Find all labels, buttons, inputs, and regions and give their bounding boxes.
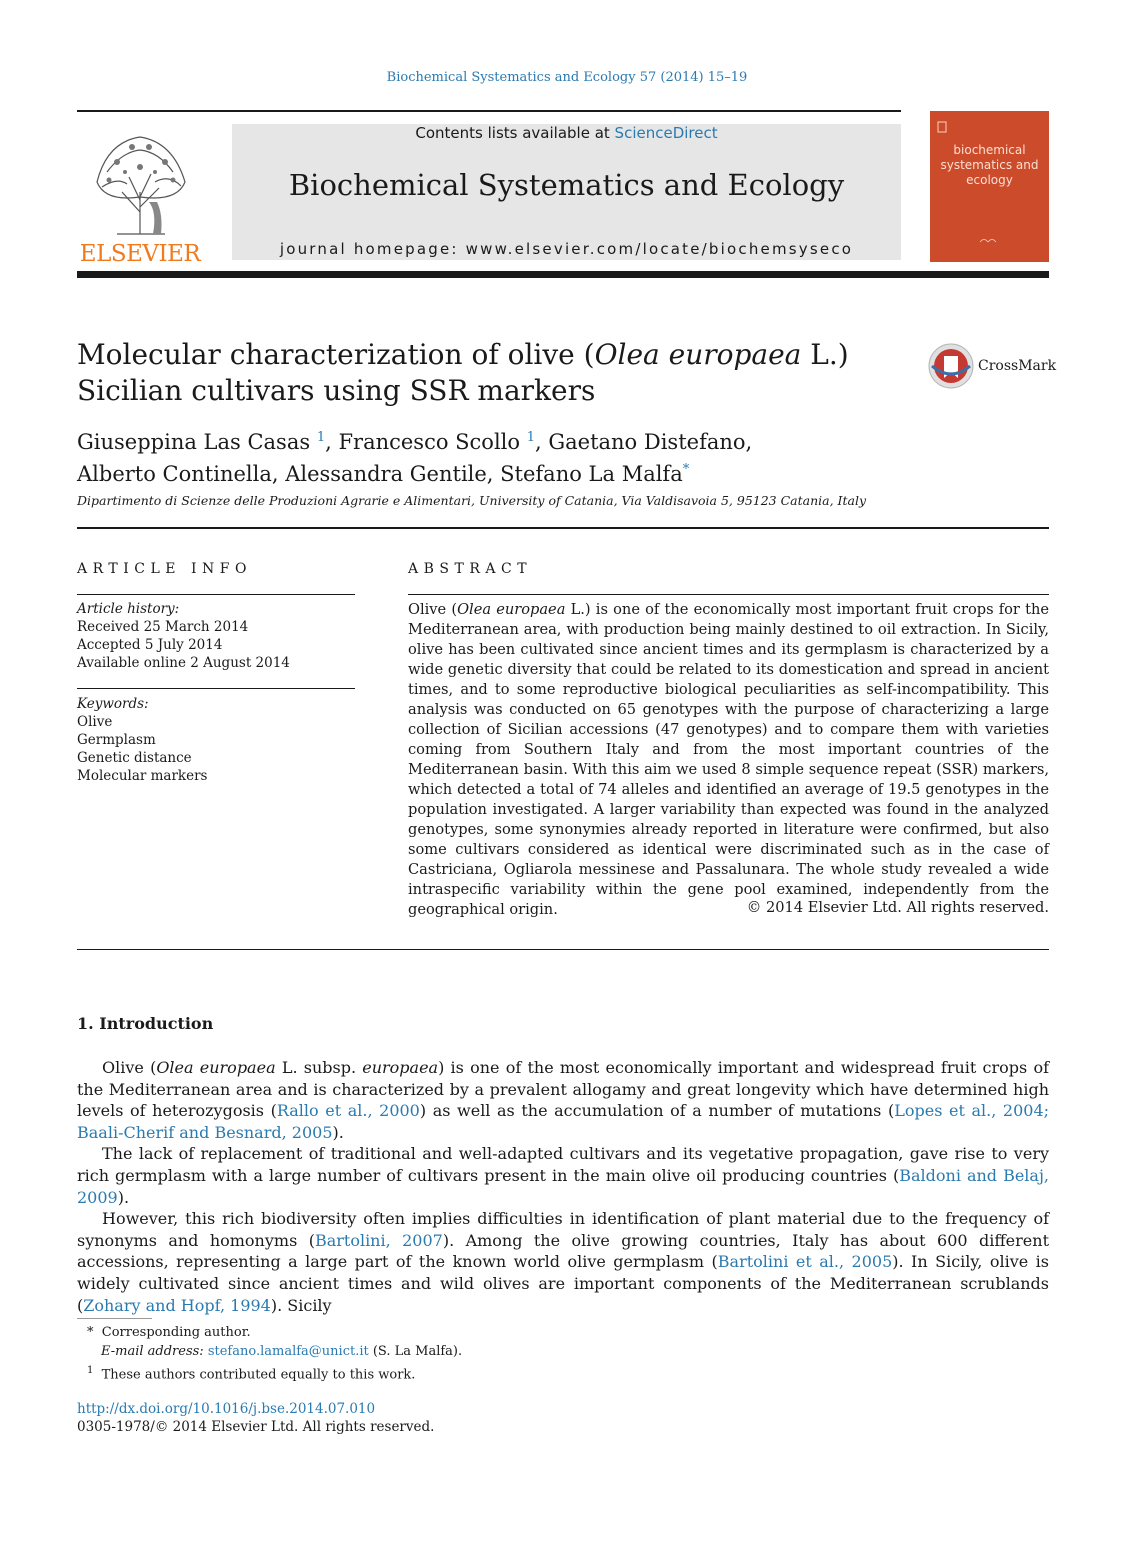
footnote-text: Corresponding author. [101, 1325, 251, 1340]
text: Olive ( [102, 1058, 157, 1077]
cover-elsevier-mark-icon [937, 118, 947, 130]
authors-line-2 [77, 456, 777, 488]
author-separator: , [325, 430, 339, 454]
crossmark-label[interactable]: CrossMark [978, 358, 1057, 374]
title-species: Olea europaea [594, 338, 802, 371]
sciencedirect-link[interactable]: ScienceDirect [614, 124, 718, 142]
abstract-lead: Olive ( [408, 601, 458, 618]
footnote-mark: * [87, 1325, 94, 1340]
article-history [77, 600, 355, 672]
email-link[interactable]: stefano.lamalfa@unict.it [207, 1344, 369, 1359]
abstract-species: Olea europaea [457, 601, 566, 618]
keyword: Genetic distance [77, 750, 192, 766]
footnote-mark: 1 [87, 1365, 94, 1376]
email-owner: (S. La Malfa). [368, 1344, 463, 1359]
accepted-date: Accepted 5 July 2014 [77, 637, 223, 653]
keyword: Molecular markers [77, 768, 208, 784]
affiliation: Dipartimento di Scienze delle Produzioni Agrarie e Alimentari, University of Catania, Via Valdisavoia 5, 95123 Catania, Italy [77, 493, 867, 508]
elsevier-wordmark: ELSEVIER [79, 241, 201, 267]
introduction-body [77, 1057, 1049, 1316]
corresponding-mark[interactable]: * [682, 462, 690, 477]
author-name[interactable]: Gaetano Distefano, [548, 430, 753, 454]
text: ). Among the olive growing countries, Italy has about 600 different accessions, representing a large part of the known world olive germplasm ( [77, 1230, 1050, 1272]
author-footnote-mark[interactable]: 1 [526, 430, 535, 445]
author-separator: , [534, 430, 549, 454]
author-name[interactable]: Giuseppina Las Casas [77, 430, 317, 454]
author-name[interactable]: Francesco Scollo [338, 430, 527, 454]
text: Olea europaea [156, 1058, 276, 1077]
authors-line-1 [77, 424, 777, 456]
keywords [77, 695, 355, 785]
footnote-corresponding [87, 1323, 787, 1342]
text: ). [332, 1122, 344, 1142]
cover-title: biochemical systematics and ecology [940, 143, 1039, 187]
text: ) is one of the most economically important and widespread fruit crops of the Mediterranean area and is characterized by a prevalent allogamy and great longevity which have determined high levels of heterozygosis ( [77, 1058, 1050, 1121]
header-thick-rule [77, 271, 1049, 278]
title-part-1: Molecular characterization of olive ( [77, 338, 595, 371]
footnote-equal [87, 1361, 787, 1384]
keyword: Germplasm [77, 732, 156, 748]
received-date: Received 25 March 2014 [77, 619, 249, 635]
citation-link[interactable]: Bartolini et al., 2005 [717, 1252, 893, 1272]
text: ) as well as the accumulation of a number of mutations ( [419, 1101, 895, 1121]
cover-sciencedirect-icon [930, 236, 1049, 246]
doi-link[interactable]: http://dx.doi.org/10.1016/j.bse.2014.07.010 [77, 1401, 376, 1417]
text: ). In Sicily, olive is widely cultivated since ancient times and wild olives are important components of the Mediterranean scrublands ( [77, 1252, 1049, 1315]
text: ). Sicily [270, 1295, 332, 1315]
abstract-heading: ABSTRACT [408, 561, 533, 577]
citation-link[interactable]: Zohary and Hopf, 1994 [83, 1295, 271, 1315]
citation-link[interactable]: Lopes et al., 2004; Baali-Cherif and Besnard, 2005 [77, 1101, 1050, 1142]
title-part-2: L.) Sicilian cultivars using SSR markers [77, 338, 849, 407]
affiliation-rule [77, 527, 1049, 529]
history-label: Article history: [77, 601, 180, 617]
contents-line [232, 124, 901, 142]
footnotes [87, 1323, 787, 1384]
footnote-email [87, 1342, 787, 1361]
keyword: Olive [77, 714, 113, 730]
article-info-heading: ARTICLE INFO [77, 561, 252, 577]
info-rule-1 [77, 594, 355, 595]
text: europaea [362, 1058, 439, 1077]
email-label: E-mail address: [101, 1344, 204, 1359]
intro-paragraph-3 [77, 1208, 1049, 1316]
citation-link[interactable]: Rallo et al., 2000 [276, 1101, 420, 1121]
contents-prefix: Contents lists available at [415, 124, 615, 142]
online-date: Available online 2 August 2014 [77, 655, 290, 671]
author-names[interactable]: Alberto Continella, Alessandra Gentile, Stefano La Malfa [77, 462, 683, 486]
intro-paragraph-2 [77, 1143, 1049, 1208]
abstract-copyright: © 2014 Elsevier Ltd. All rights reserved. [746, 899, 1049, 916]
journal-title: Biochemical Systematics and Ecology [288, 168, 845, 202]
journal-homepage[interactable]: journal homepage: www.elsevier.com/locate/biochemsyseco [279, 240, 854, 258]
footnote-rule [77, 1318, 152, 1319]
text: The lack of replacement of traditional and well-adapted cultivars and its vegetative propagation, gave rise to very rich germplasm with a large number of cultivars present in the main olive oil producing countries ( [77, 1144, 1049, 1185]
section-heading-introduction: 1. Introduction [77, 1014, 214, 1033]
header-top-rule [77, 110, 901, 112]
author-footnote-mark[interactable]: 1 [316, 430, 326, 445]
footnote-text: These authors contributed equally to this work. [101, 1367, 416, 1383]
intro-paragraph-1 [77, 1057, 1049, 1143]
article-title [77, 337, 917, 409]
citation-link[interactable]: Bartolini, 2007 [314, 1230, 443, 1250]
journal-citation[interactable]: Biochemical Systematics and Ecology 57 (2014) 15–19 [386, 70, 748, 85]
info-rule-2 [77, 688, 355, 689]
abstract-end-rule [77, 949, 1049, 950]
text: ). [117, 1187, 130, 1207]
doi-block [77, 1400, 434, 1436]
issn-copyright: 0305-1978/© 2014 Elsevier Ltd. All rights reserved. [77, 1419, 435, 1435]
abstract-rule [408, 594, 1049, 595]
keywords-label: Keywords: [77, 696, 149, 712]
citation-link[interactable]: Baldoni and Belaj, 2009 [77, 1165, 1049, 1207]
text: However, this rich biodiversity often implies difficulties in identification of plant material due to the frequency of synonyms and homonyms ( [77, 1209, 1049, 1250]
author-list [77, 424, 777, 488]
text: L. subsp. [275, 1058, 363, 1077]
abstract-body: L.) is one of the economically most important fruit crops for the Mediterranean area, with production being mainly destined to oil extraction. In Sicily, olive has been cultivated since ancient times and its germplasm is characterized by a wide genetic diversity that could be related to its domestication and spread in ancient times, and to some reproductive biological peculiarities as self-incompatibility. This analysis was conducted on 65 genotypes with the purpose of characterizing a large collection of Sicilian accessions (47 genotypes) and to compare them with varieties coming from Southern Italy and from the most important countries of the Mediterranean basin. With this aim we used 8 simple sequence repeat (SSR) markers, which detected a total of 74 alleles and identified an average of 19.5 genotypes in the population investigated. A larger variability than expected was found in the analyzed genotypes, some synonymies already reported in literature were confirmed, but also some cultivars considered as identical were discriminated such as in the case of Castriciana, Ogliarola messinese and Passalunara. The whole study revealed a wide intraspecific variability within the gene pool examined, independently from the geographical origin. [408, 601, 1049, 918]
abstract-text [408, 600, 1049, 920]
